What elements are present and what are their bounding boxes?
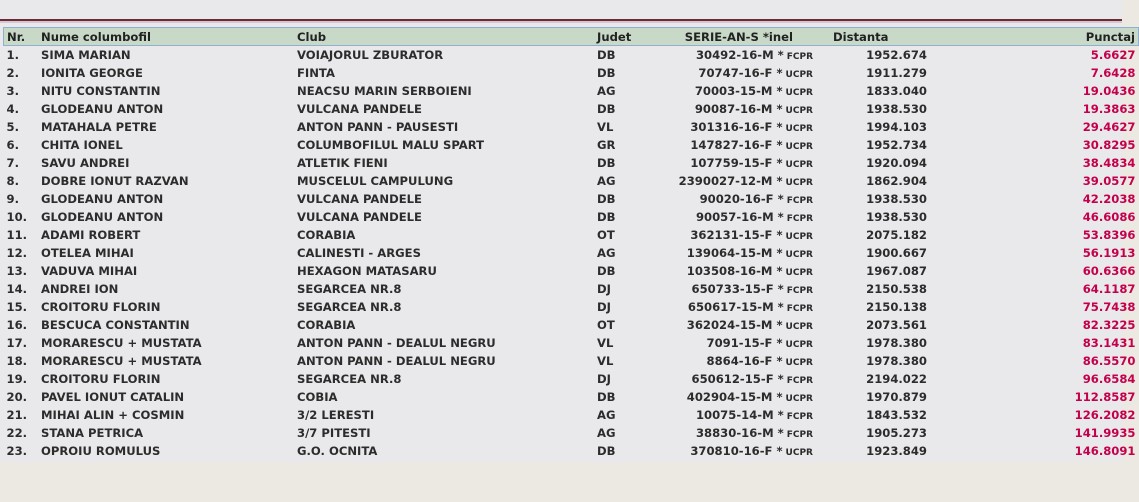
cell-name: SAVU ANDREI xyxy=(41,156,130,170)
cell-distanta: 1978.380 xyxy=(866,354,927,368)
cell-nr: 20. xyxy=(6,390,28,404)
cell-punctaj: 7.6428 xyxy=(1090,66,1136,80)
ring-number: 8864-16-F * xyxy=(706,354,783,368)
cell-spacer xyxy=(929,154,1024,172)
cell-distanta: 2150.138 xyxy=(866,300,927,314)
table-row xyxy=(4,100,1139,118)
cell-punctaj: 60.6366 xyxy=(1082,264,1136,278)
cell-serie xyxy=(659,208,813,226)
cell-punctaj: 19.0436 xyxy=(1082,84,1136,98)
cell-distanta: 1938.530 xyxy=(866,102,927,116)
cell-nr: 17. xyxy=(6,336,28,350)
cell-name: VADUVA MIHAI xyxy=(41,264,138,278)
ring-number: 650733-15-F * xyxy=(691,282,784,296)
cell-judet: DB xyxy=(597,66,616,80)
ring-federation: FCPR xyxy=(786,214,813,224)
cell-club: 3/7 PITESTI xyxy=(297,426,371,440)
cell-nr: 21. xyxy=(6,408,28,422)
ring-federation: FCPR xyxy=(786,286,813,296)
cell-name: GLODEANU ANTON xyxy=(41,192,164,206)
cell-punctaj: 82.3225 xyxy=(1082,318,1136,332)
cell-nr: 10. xyxy=(6,210,28,224)
cell-punctaj: 39.0577 xyxy=(1082,174,1136,188)
col-header-punctaj: Punctaj xyxy=(1024,28,1139,46)
cell-club: VULCANA PANDELE xyxy=(297,102,422,116)
cell-serie xyxy=(659,388,813,406)
cell-nr: 2. xyxy=(6,66,19,80)
ring-number: 650617-15-M * xyxy=(687,300,784,314)
ring-federation: UCPR xyxy=(785,70,813,80)
cell-spacer xyxy=(929,100,1024,118)
cell-spacer xyxy=(929,46,1024,65)
results-table xyxy=(3,27,1139,460)
cell-spacer xyxy=(929,280,1024,298)
cell-punctaj: 126.2082 xyxy=(1074,408,1136,422)
cell-name: SIMA MARIAN xyxy=(41,48,131,62)
cell-punctaj: 53.8396 xyxy=(1082,228,1136,242)
cell-distanta: 1920.094 xyxy=(866,156,927,170)
ring-federation: UCPR xyxy=(785,106,813,116)
col-header-distanta: Distanta xyxy=(813,28,929,46)
cell-name: CHITA IONEL xyxy=(41,138,123,152)
cell-name: MORARESCU + MUSTATA xyxy=(41,354,202,368)
cell-judet: DB xyxy=(597,102,616,116)
cell-club: VULCANA PANDELE xyxy=(297,210,422,224)
cell-judet: DB xyxy=(597,156,616,170)
cell-distanta: 1862.904 xyxy=(866,174,927,188)
ring-federation: UCPR xyxy=(785,322,813,332)
cell-distanta: 1994.103 xyxy=(866,120,927,134)
cell-serie xyxy=(659,100,813,118)
cell-club: HEXAGON MATASARU xyxy=(297,264,437,278)
cell-club: 3/2 LERESTI xyxy=(297,408,375,422)
table-body xyxy=(4,46,1139,461)
table-row xyxy=(4,46,1139,65)
cell-distanta: 2150.538 xyxy=(866,282,927,296)
cell-judet: DB xyxy=(597,444,616,458)
table-row xyxy=(4,352,1139,370)
ring-number: 139064-15-M * xyxy=(686,246,783,260)
cell-distanta: 1978.380 xyxy=(866,336,927,350)
table-row xyxy=(4,370,1139,388)
cell-name: CROITORU FLORIN xyxy=(41,300,161,314)
cell-judet: VL xyxy=(597,354,614,368)
cell-distanta: 2073.561 xyxy=(866,318,927,332)
cell-serie xyxy=(659,262,813,280)
cell-name: OTELEA MIHAI xyxy=(41,246,134,260)
cell-spacer xyxy=(929,370,1024,388)
ring-federation: FCPR xyxy=(786,196,813,206)
cell-serie xyxy=(659,118,813,136)
col-header-judet: Judet xyxy=(597,28,659,46)
table-row xyxy=(4,280,1139,298)
cell-judet: VL xyxy=(597,336,614,350)
table-row xyxy=(4,298,1139,316)
cell-spacer xyxy=(929,190,1024,208)
cell-club: CALINESTI - ARGES xyxy=(297,246,421,260)
ring-federation: FCPR xyxy=(786,430,813,440)
cell-name: GLODEANU ANTON xyxy=(41,210,164,224)
cell-distanta: 1833.040 xyxy=(866,84,927,98)
cell-name: ADAMI ROBERT xyxy=(41,228,141,242)
cell-punctaj: 38.4834 xyxy=(1082,156,1136,170)
cell-distanta: 1967.087 xyxy=(866,264,927,278)
cell-nr: 18. xyxy=(6,354,28,368)
ring-number: 90087-16-M * xyxy=(694,102,783,116)
cell-club: SEGARCEA NR.8 xyxy=(297,372,402,386)
cell-nr: 13. xyxy=(6,264,28,278)
cell-nr: 22. xyxy=(6,426,28,440)
cell-club: FINTA xyxy=(297,66,335,80)
ring-federation: UCPR xyxy=(785,232,813,242)
cell-club: SEGARCEA NR.8 xyxy=(297,300,402,314)
table-row xyxy=(4,226,1139,244)
ring-number: 103508-16-M * xyxy=(686,264,783,278)
cell-name: BESCUCA CONSTANTIN xyxy=(41,318,190,332)
cell-distanta: 2194.022 xyxy=(866,372,927,386)
cell-punctaj: 29.4627 xyxy=(1082,120,1136,134)
cell-name: MATAHALA PETRE xyxy=(41,120,157,134)
cell-nr: 5. xyxy=(6,120,19,134)
cell-punctaj: 75.7438 xyxy=(1082,300,1136,314)
ring-number: 90057-16-M * xyxy=(695,210,784,224)
cell-judet: OT xyxy=(597,318,615,332)
cell-serie xyxy=(659,352,813,370)
cell-judet: GR xyxy=(597,138,616,152)
cell-punctaj: 46.6086 xyxy=(1082,210,1136,224)
cell-spacer xyxy=(929,352,1024,370)
cell-serie xyxy=(659,280,813,298)
cell-serie xyxy=(659,298,813,316)
ring-federation: UCPR xyxy=(785,358,813,368)
cell-spacer xyxy=(929,424,1024,442)
cell-name: ANDREI ION xyxy=(41,282,119,296)
cell-spacer xyxy=(929,262,1024,280)
ring-federation: UCPR xyxy=(785,178,813,188)
cell-distanta: 1952.674 xyxy=(866,48,927,62)
cell-judet: DB xyxy=(597,264,616,278)
cell-nr: 14. xyxy=(6,282,28,296)
top-divider-shadow xyxy=(0,21,1122,23)
col-header-club: Club xyxy=(297,28,597,46)
ring-federation: UCPR xyxy=(785,250,813,260)
cell-nr: 11. xyxy=(6,228,28,242)
cell-judet: AG xyxy=(597,408,616,422)
cell-punctaj: 146.8091 xyxy=(1074,444,1136,458)
cell-name: MIHAI ALIN + COSMIN xyxy=(41,408,185,422)
cell-name: OPROIU ROMULUS xyxy=(41,444,161,458)
table-row xyxy=(4,244,1139,262)
cell-serie xyxy=(659,226,813,244)
ring-number: 70747-16-F * xyxy=(698,66,783,80)
ring-number: 362024-15-M * xyxy=(686,318,783,332)
cell-club: MUSCELUL CAMPULUNG xyxy=(297,174,454,188)
cell-name: NITU CONSTANTIN xyxy=(41,84,161,98)
cell-punctaj: 96.6584 xyxy=(1082,372,1136,386)
table-row xyxy=(4,388,1139,406)
cell-club: VOIAJORUL ZBURATOR xyxy=(297,48,444,62)
cell-serie xyxy=(659,154,813,172)
cell-name: IONITA GEORGE xyxy=(41,66,143,80)
table-row xyxy=(4,442,1139,460)
cell-serie xyxy=(659,442,813,460)
table-row xyxy=(4,316,1139,334)
cell-serie xyxy=(659,316,813,334)
cell-spacer xyxy=(929,244,1024,262)
cell-spacer xyxy=(929,388,1024,406)
cell-punctaj: 112.8587 xyxy=(1074,390,1136,404)
ring-federation: UCPR xyxy=(785,160,813,170)
cell-distanta: 2075.182 xyxy=(866,228,927,242)
cell-punctaj: 141.9935 xyxy=(1074,426,1136,440)
cell-distanta: 1911.279 xyxy=(866,66,927,80)
ring-number: 301316-16-F * xyxy=(690,120,783,134)
table-row xyxy=(4,154,1139,172)
cell-name: DOBRE IONUT RAZVAN xyxy=(41,174,189,188)
cell-club: NEACSU MARIN SERBOIENI xyxy=(297,84,472,98)
cell-judet: VL xyxy=(597,120,614,134)
ring-federation: UCPR xyxy=(785,340,813,350)
table-row xyxy=(4,136,1139,154)
cell-club: ANTON PANN - DEALUL NEGRU xyxy=(297,336,496,350)
cell-distanta: 1923.849 xyxy=(866,444,927,458)
col-header-spacer xyxy=(929,28,1024,46)
ring-federation: FCPR xyxy=(786,376,813,386)
ring-number: 90020-16-F * xyxy=(699,192,784,206)
col-header-name: Nume columbofil xyxy=(41,28,297,46)
cell-punctaj: 64.1187 xyxy=(1082,282,1136,296)
cell-name: CROITORU FLORIN xyxy=(41,372,161,386)
table-row xyxy=(4,406,1139,424)
ring-number: 402904-15-M * xyxy=(686,390,783,404)
cell-punctaj: 83.1431 xyxy=(1082,336,1136,350)
cell-nr: 15. xyxy=(6,300,28,314)
cell-punctaj: 56.1913 xyxy=(1082,246,1136,260)
cell-spacer xyxy=(929,334,1024,352)
cell-spacer xyxy=(929,442,1024,460)
cell-distanta: 1970.879 xyxy=(866,390,927,404)
ring-federation: UCPR xyxy=(785,142,813,152)
ring-federation: UCPR xyxy=(785,394,813,404)
cell-nr: 12. xyxy=(6,246,28,260)
cell-punctaj: 86.5570 xyxy=(1082,354,1136,368)
cell-judet: DB xyxy=(597,48,616,62)
cell-serie xyxy=(659,64,813,82)
cell-serie xyxy=(659,406,813,424)
ring-federation: UCPR xyxy=(785,268,813,278)
cell-distanta: 1938.530 xyxy=(866,210,927,224)
cell-judet: DB xyxy=(597,390,616,404)
cell-club: COLUMBOFILUL MALU SPART xyxy=(297,138,485,152)
table-header-row xyxy=(4,28,1139,46)
cell-serie xyxy=(659,172,813,190)
table-row xyxy=(4,64,1139,82)
cell-serie xyxy=(659,370,813,388)
cell-judet: OT xyxy=(597,228,615,242)
table-row xyxy=(4,334,1139,352)
cell-serie xyxy=(659,424,813,442)
cell-judet: DJ xyxy=(597,300,611,314)
cell-club: SEGARCEA NR.8 xyxy=(297,282,402,296)
cell-spacer xyxy=(929,64,1024,82)
cell-nr: 1. xyxy=(6,48,19,62)
table-row xyxy=(4,424,1139,442)
ring-number: 70003-15-M * xyxy=(694,84,783,98)
cell-nr: 8. xyxy=(6,174,19,188)
ring-federation: FCPR xyxy=(786,412,813,422)
cell-club: CORABIA xyxy=(297,318,356,332)
table-row xyxy=(4,190,1139,208)
cell-spacer xyxy=(929,172,1024,190)
cell-nr: 9. xyxy=(6,192,19,206)
cell-name: GLODEANU ANTON xyxy=(41,102,164,116)
cell-punctaj: 19.3863 xyxy=(1082,102,1136,116)
cell-distanta: 1905.273 xyxy=(866,426,927,440)
cell-nr: 4. xyxy=(6,102,19,116)
ring-number: 2390027-12-M * xyxy=(678,174,783,188)
cell-serie xyxy=(659,46,813,65)
cell-serie xyxy=(659,244,813,262)
cell-spacer xyxy=(929,406,1024,424)
col-header-serie: SERIE-AN-S *inel xyxy=(659,28,813,46)
ring-federation: FCPR xyxy=(786,52,813,62)
ring-federation: FCPR xyxy=(786,304,813,314)
table-row xyxy=(4,82,1139,100)
cell-spacer xyxy=(929,136,1024,154)
cell-spacer xyxy=(929,82,1024,100)
ring-number: 7091-15-F * xyxy=(706,336,783,350)
cell-judet: AG xyxy=(597,246,616,260)
cell-judet: DJ xyxy=(597,282,611,296)
cell-name: PAVEL IONUT CATALIN xyxy=(41,390,185,404)
cell-nr: 19. xyxy=(6,372,28,386)
table-row xyxy=(4,262,1139,280)
cell-punctaj: 5.6627 xyxy=(1090,48,1136,62)
cell-club: COBIA xyxy=(297,390,338,404)
cell-club: VULCANA PANDELE xyxy=(297,192,422,206)
ring-number: 370810-16-F * xyxy=(690,444,783,458)
cell-club: CORABIA xyxy=(297,228,356,242)
cell-judet: AG xyxy=(597,84,616,98)
cell-club: ATLETIK FIENI xyxy=(297,156,388,170)
cell-spacer xyxy=(929,298,1024,316)
ring-federation: UCPR xyxy=(785,88,813,98)
cell-distanta: 1843.532 xyxy=(866,408,927,422)
cell-punctaj: 42.2038 xyxy=(1082,192,1136,206)
ring-number: 38830-16-M * xyxy=(695,426,784,440)
ring-number: 362131-15-F * xyxy=(690,228,783,242)
table-row xyxy=(4,208,1139,226)
cell-serie xyxy=(659,190,813,208)
cell-nr: 16. xyxy=(6,318,28,332)
cell-serie xyxy=(659,136,813,154)
cell-judet: DB xyxy=(597,210,616,224)
cell-serie xyxy=(659,334,813,352)
table-row xyxy=(4,118,1139,136)
cell-nr: 7. xyxy=(6,156,19,170)
cell-judet: AG xyxy=(597,174,616,188)
cell-club: G.O. OCNITA xyxy=(297,444,378,458)
cell-spacer xyxy=(929,208,1024,226)
ring-federation: UCPR xyxy=(785,448,813,458)
ring-number: 107759-15-F * xyxy=(690,156,783,170)
cell-serie xyxy=(659,82,813,100)
cell-spacer xyxy=(929,226,1024,244)
cell-distanta: 1938.530 xyxy=(866,192,927,206)
cell-judet: AG xyxy=(597,426,616,440)
ring-number: 650612-15-F * xyxy=(691,372,784,386)
cell-name: STANA PETRICA xyxy=(41,426,144,440)
ring-number: 10075-14-M * xyxy=(695,408,784,422)
cell-judet: DJ xyxy=(597,372,611,386)
table-row xyxy=(4,172,1139,190)
cell-spacer xyxy=(929,316,1024,334)
cell-name: MORARESCU + MUSTATA xyxy=(41,336,202,350)
cell-spacer xyxy=(929,118,1024,136)
cell-club: ANTON PANN - PAUSESTI xyxy=(297,120,459,134)
cell-distanta: 1952.734 xyxy=(866,138,927,152)
ring-number: 30492-16-M * xyxy=(695,48,784,62)
cell-nr: 23. xyxy=(6,444,28,458)
ring-number: 147827-16-F * xyxy=(690,138,783,152)
cell-judet: DB xyxy=(597,192,616,206)
col-header-nr: Nr. xyxy=(4,28,42,46)
cell-punctaj: 30.8295 xyxy=(1082,138,1136,152)
cell-club: ANTON PANN - DEALUL NEGRU xyxy=(297,354,496,368)
cell-nr: 3. xyxy=(6,84,19,98)
ring-federation: UCPR xyxy=(785,124,813,134)
cell-nr: 6. xyxy=(6,138,19,152)
cell-distanta: 1900.667 xyxy=(866,246,927,260)
